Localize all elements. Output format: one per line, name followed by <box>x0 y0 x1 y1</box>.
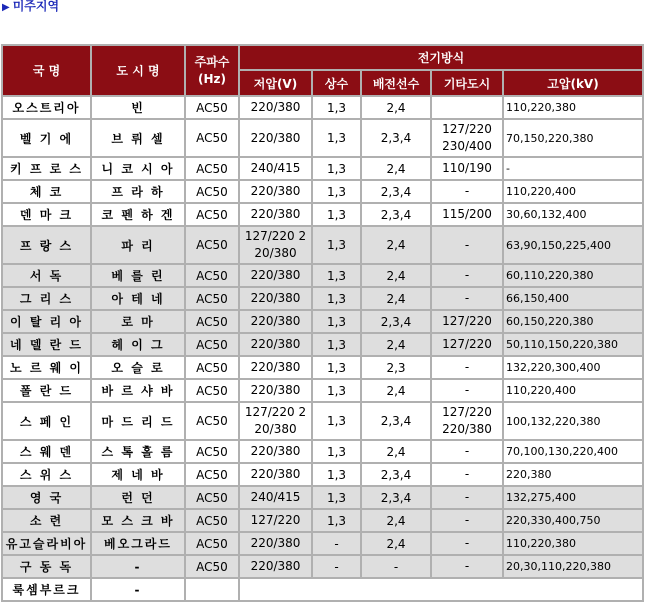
cell-frequency: AC50 <box>186 120 238 156</box>
cell-other-cities: - <box>432 265 502 286</box>
cell-city: 프 라 하 <box>92 181 184 202</box>
cell-phase: 1,3 <box>313 288 360 309</box>
cell-high-voltage: 66,150,400 <box>504 288 642 309</box>
cell-phase: 1,3 <box>313 204 360 225</box>
cell-country: 룩셈부르크 <box>3 579 90 600</box>
cell-other-cities: 127/220 <box>432 334 502 355</box>
header-frequency: 주파수 (Hz) <box>186 46 238 95</box>
cell-wires: 2,3,4 <box>362 120 430 156</box>
header-low-voltage: 저압(V) <box>240 71 311 95</box>
cell-city: 로 마 <box>92 311 184 332</box>
cell-wires: 2,3,4 <box>362 464 430 485</box>
cell-high-voltage: 50,110,150,220,380 <box>504 334 642 355</box>
cell-city: - <box>92 579 184 600</box>
cell-other-cities: - <box>432 357 502 378</box>
cell-high-voltage: 100,132,220,380 <box>504 403 642 439</box>
cell-city: 런 던 <box>92 487 184 508</box>
table-row <box>3 556 642 577</box>
cell-city: - <box>92 556 184 577</box>
header-country: 국 명 <box>3 46 90 95</box>
triangle-right-icon: ▶ <box>2 2 10 13</box>
cell-wires: 2,4 <box>362 97 430 118</box>
cell-phase: - <box>313 533 360 554</box>
table-row <box>3 464 642 485</box>
cell-low-voltage: 220/380 <box>240 204 311 225</box>
cell-country: 키 프 로 스 <box>3 158 90 179</box>
cell-high-voltage: 110,220,380 <box>504 533 642 554</box>
cell-country: 소 련 <box>3 510 90 531</box>
cell-country: 유고슬라비아 <box>3 533 90 554</box>
cell-frequency: AC50 <box>186 158 238 179</box>
table-row <box>3 97 642 118</box>
cell-frequency: AC50 <box>186 487 238 508</box>
cell-country: 노 르 웨 이 <box>3 357 90 378</box>
cell-other-cities: - <box>432 441 502 462</box>
cell-frequency: AC50 <box>186 334 238 355</box>
cell-other-cities: 127/220 230/400 <box>432 120 502 156</box>
cell-frequency: AC50 <box>186 510 238 531</box>
cell-frequency <box>186 579 238 600</box>
cell-wires: - <box>362 556 430 577</box>
cell-wires: 2,4 <box>362 158 430 179</box>
cell-country: 영 국 <box>3 487 90 508</box>
cell-country: 프 랑 스 <box>3 227 90 263</box>
cell-other-cities: 115/200 <box>432 204 502 225</box>
cell-high-voltage: 220,330,400,750 <box>504 510 642 531</box>
table-row <box>3 441 642 462</box>
header-wires: 배전선수 <box>362 71 430 95</box>
cell-other-cities <box>432 97 502 118</box>
cell-wires: 2,4 <box>362 441 430 462</box>
cell-other-cities: 110/190 <box>432 158 502 179</box>
cell-high-voltage: 63,90,150,225,400 <box>504 227 642 263</box>
cell-low-voltage: 220/380 <box>240 120 311 156</box>
cell-city: 스 톡 홀 름 <box>92 441 184 462</box>
header-high-voltage: 고압(kV) <box>504 71 642 95</box>
cell-city: 빈 <box>92 97 184 118</box>
cell-low-voltage: 220/380 <box>240 181 311 202</box>
table-row <box>3 181 642 202</box>
table-row <box>3 380 642 401</box>
cell-wires: 2,4 <box>362 265 430 286</box>
cell-low-voltage: 127/220 2 20/380 <box>240 403 311 439</box>
cell-other-cities: 127/220 220/380 <box>432 403 502 439</box>
cell-country: 벨 기 에 <box>3 120 90 156</box>
cell-frequency: AC50 <box>186 357 238 378</box>
cell-high-voltage: 20,30,110,220,380 <box>504 556 642 577</box>
cell-other-cities: 127/220 <box>432 311 502 332</box>
cell-phase: 1,3 <box>313 265 360 286</box>
cell-other-cities: - <box>432 464 502 485</box>
cell-low-voltage: 240/415 <box>240 487 311 508</box>
cell-country: 네 델 란 드 <box>3 334 90 355</box>
cell-country: 구 동 독 <box>3 556 90 577</box>
cell-low-voltage: 240/415 <box>240 158 311 179</box>
table-row <box>3 579 642 600</box>
cell-low-voltage: 220/380 <box>240 311 311 332</box>
cell-other-cities: - <box>432 556 502 577</box>
cell-city: 바 르 샤 바 <box>92 380 184 401</box>
cell-phase: 1,3 <box>313 97 360 118</box>
cell-country: 폴 란 드 <box>3 380 90 401</box>
cell-low-voltage: 220/380 <box>240 288 311 309</box>
cell-frequency: AC50 <box>186 204 238 225</box>
table-row <box>3 311 642 332</box>
cell-high-voltage: 30,60,132,400 <box>504 204 642 225</box>
cell-wires: 2,3,4 <box>362 204 430 225</box>
cell-wires: 2,4 <box>362 227 430 263</box>
table-row <box>3 357 642 378</box>
cell-low-voltage: 127/220 <box>240 510 311 531</box>
cell-wires: 2,4 <box>362 533 430 554</box>
cell-phase: 1,3 <box>313 441 360 462</box>
table-row <box>3 510 642 531</box>
cell-low-voltage: 220/380 <box>240 464 311 485</box>
cell-wires: 2,4 <box>362 510 430 531</box>
cell-city: 제 네 바 <box>92 464 184 485</box>
cell-low-voltage: 220/380 <box>240 556 311 577</box>
cell-city: 헤 이 그 <box>92 334 184 355</box>
cell-low-voltage: 127/220 2 20/380 <box>240 227 311 263</box>
table-row <box>3 265 642 286</box>
table-row <box>3 403 642 439</box>
cell-phase: 1,3 <box>313 464 360 485</box>
cell-city: 코 펜 하 겐 <box>92 204 184 225</box>
cell-frequency: AC50 <box>186 464 238 485</box>
cell-city: 베오그라드 <box>92 533 184 554</box>
cell-phase: - <box>313 556 360 577</box>
cell-phase: 1,3 <box>313 334 360 355</box>
cell-other-cities: - <box>432 288 502 309</box>
cell-country: 이 탈 리 아 <box>3 311 90 332</box>
table-row <box>3 334 642 355</box>
cell-frequency: AC50 <box>186 533 238 554</box>
cell-high-voltage: 110,220,400 <box>504 181 642 202</box>
cell-city: 베 를 린 <box>92 265 184 286</box>
cell-phase: 1,3 <box>313 311 360 332</box>
table-row <box>3 487 642 508</box>
cell-other-cities: - <box>432 227 502 263</box>
cell-wires: 2,3,4 <box>362 403 430 439</box>
cell-low-voltage: 220/380 <box>240 380 311 401</box>
cell-wires: 2,4 <box>362 380 430 401</box>
cell-frequency: AC50 <box>186 288 238 309</box>
cell-frequency: AC50 <box>186 227 238 263</box>
cell-high-voltage: 60,110,220,380 <box>504 265 642 286</box>
cell-phase: 1,3 <box>313 158 360 179</box>
cell-phase: 1,3 <box>313 380 360 401</box>
cell-city: 마 드 리 드 <box>92 403 184 439</box>
table-row <box>3 227 642 263</box>
cell-city: 브 뤼 셀 <box>92 120 184 156</box>
cell-phase: 1,3 <box>313 510 360 531</box>
table-row <box>3 533 642 554</box>
cell-wires: 2,3,4 <box>362 311 430 332</box>
cell-country: 덴 마 크 <box>3 204 90 225</box>
cell-country: 그 리 스 <box>3 288 90 309</box>
cell-wires: 2,3,4 <box>362 487 430 508</box>
cell-wires: 2,3,4 <box>362 181 430 202</box>
cell-frequency: AC50 <box>186 556 238 577</box>
cell-country: 스 웨 덴 <box>3 441 90 462</box>
cell-phase: 1,3 <box>313 181 360 202</box>
cell-frequency: AC50 <box>186 311 238 332</box>
cell-high-voltage: 60,150,220,380 <box>504 311 642 332</box>
cell-high-voltage: 132,275,400 <box>504 487 642 508</box>
cell-high-voltage: 70,150,220,380 <box>504 120 642 156</box>
cell-frequency: AC50 <box>186 441 238 462</box>
cell-phase: 1,3 <box>313 227 360 263</box>
cell-other-cities: - <box>432 510 502 531</box>
voltage-table <box>1 44 644 602</box>
cell-high-voltage: 110,220,380 <box>504 97 642 118</box>
cell-phase: 1,3 <box>313 120 360 156</box>
table-row <box>3 288 642 309</box>
cell-high-voltage: - <box>504 158 642 179</box>
cell-other-cities: - <box>432 487 502 508</box>
cell-other-cities: - <box>432 533 502 554</box>
cell-frequency: AC50 <box>186 181 238 202</box>
table-row <box>3 158 642 179</box>
cell-country: 스 페 인 <box>3 403 90 439</box>
cell-low-voltage: 220/380 <box>240 441 311 462</box>
cell-high-voltage: 220,380 <box>504 464 642 485</box>
cell-city: 오 슬 로 <box>92 357 184 378</box>
cell-phase: 1,3 <box>313 357 360 378</box>
cell-frequency: AC50 <box>186 403 238 439</box>
header-city: 도 시 명 <box>92 46 184 95</box>
table-row <box>3 204 642 225</box>
cell-high-voltage: 132,220,300,400 <box>504 357 642 378</box>
cell-frequency: AC50 <box>186 380 238 401</box>
cell-city: 니 코 시 아 <box>92 158 184 179</box>
cell-country: 체 코 <box>3 181 90 202</box>
cell-other-cities: - <box>432 181 502 202</box>
cell-country: 오스트리아 <box>3 97 90 118</box>
cell-frequency: AC50 <box>186 265 238 286</box>
cell-frequency: AC50 <box>186 97 238 118</box>
empty-cell <box>240 579 642 600</box>
cell-country: 서 독 <box>3 265 90 286</box>
cell-wires: 2,4 <box>362 334 430 355</box>
header-electric-system: 전기방식 <box>240 46 642 69</box>
cell-city: 아 테 네 <box>92 288 184 309</box>
page-title <box>2 0 59 14</box>
page-title-text: 미주지역 <box>12 0 60 13</box>
cell-low-voltage: 220/380 <box>240 97 311 118</box>
cell-wires: 2,3 <box>362 357 430 378</box>
cell-high-voltage: 70,100,130,220,400 <box>504 441 642 462</box>
cell-city: 파 리 <box>92 227 184 263</box>
cell-phase: 1,3 <box>313 403 360 439</box>
table-row <box>3 120 642 156</box>
cell-low-voltage: 220/380 <box>240 533 311 554</box>
header-other-cities: 기타도시 <box>432 71 502 95</box>
cell-low-voltage: 220/380 <box>240 357 311 378</box>
cell-high-voltage: 110,220,400 <box>504 380 642 401</box>
cell-low-voltage: 220/380 <box>240 265 311 286</box>
cell-other-cities: - <box>432 380 502 401</box>
cell-wires: 2,4 <box>362 288 430 309</box>
cell-low-voltage: 220/380 <box>240 334 311 355</box>
header-phase: 상수 <box>313 71 360 95</box>
cell-phase: 1,3 <box>313 487 360 508</box>
cell-city: 모 스 크 바 <box>92 510 184 531</box>
cell-country: 스 위 스 <box>3 464 90 485</box>
